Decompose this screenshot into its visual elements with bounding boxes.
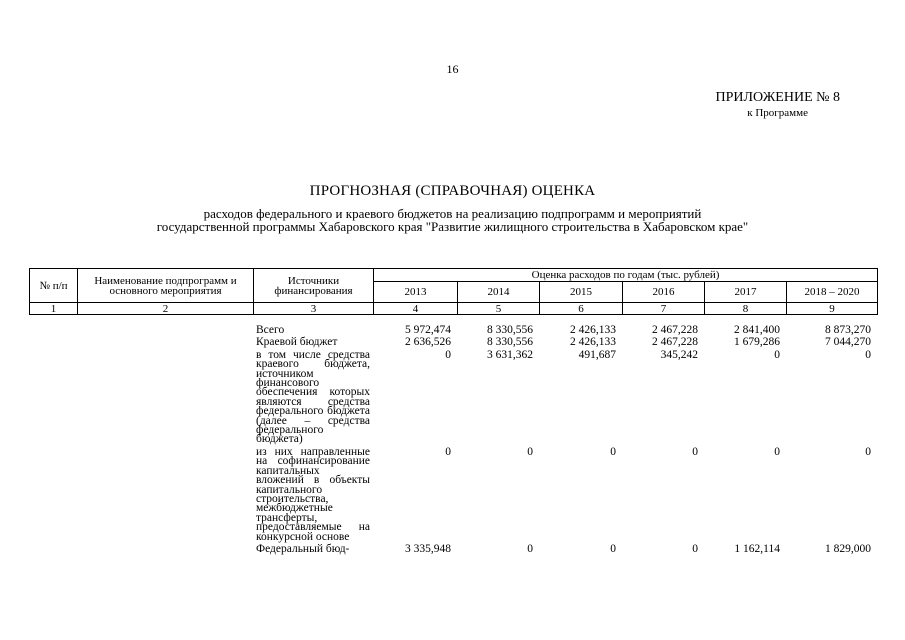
document-subtitle xyxy=(60,207,845,233)
table-body xyxy=(29,326,877,554)
source-label: Краевой бюджет xyxy=(256,336,338,349)
table-row xyxy=(29,545,877,554)
table-header xyxy=(29,268,878,315)
column-number: 3 xyxy=(254,303,374,315)
appendix-title: ПРИЛОЖЕНИЕ № 8 xyxy=(715,90,840,105)
table-row xyxy=(29,338,877,350)
appendix-subtitle: к Программе xyxy=(747,107,808,119)
header-year: 2018 – 2020 xyxy=(787,282,878,303)
value-cell: 0 xyxy=(527,445,533,458)
value-cell: 0 xyxy=(610,445,616,458)
value-cell: 491,687 xyxy=(578,348,616,361)
source-label: Федеральный бюд- xyxy=(256,542,350,555)
column-number: 8 xyxy=(705,303,787,315)
value-cell: 0 xyxy=(774,445,780,458)
value-cell: 0 xyxy=(610,542,616,555)
value-cell: 3 631,362 xyxy=(487,348,533,361)
source-label: из них направленные на софинансирование капитальных вложений в объекты капитального строительства, межбюджетные трансферты, предоставляемые на конкурсной основе xyxy=(256,445,370,543)
page-number: 16 xyxy=(446,62,459,76)
value-cell: 0 xyxy=(865,348,871,361)
column-number: 1 xyxy=(30,303,78,315)
header-year: 2013 xyxy=(374,282,458,303)
column-number: 7 xyxy=(623,303,705,315)
value-cell: 1 162,114 xyxy=(734,542,780,555)
header-num: № п/п xyxy=(30,269,78,303)
value-cell: 7 044,270 xyxy=(825,336,871,349)
column-number: 4 xyxy=(374,303,458,315)
column-number: 9 xyxy=(787,303,878,315)
value-cell: 0 xyxy=(692,542,698,555)
table-row xyxy=(29,448,877,545)
value-cell: 3 335,948 xyxy=(405,542,451,555)
value-cell: 5 972,474 xyxy=(405,324,451,336)
value-cell: 2 841,400 xyxy=(734,324,780,336)
column-number: 6 xyxy=(540,303,623,315)
header-year: 2014 xyxy=(458,282,540,303)
value-cell: 0 xyxy=(445,348,451,361)
source-label: в том числе средства краевого бюджета, источником финансового обеспечения которых являются средства федерального бюджета (далее – средства федерального бюджета) xyxy=(256,348,370,446)
header-sources: Источники финансирования xyxy=(254,269,374,303)
document-title: ПРОГНОЗНАЯ (СПРАВОЧНАЯ) ОЦЕНКА xyxy=(309,183,596,199)
value-cell: 2 636,526 xyxy=(405,336,451,349)
subtitle-line-2: государственной программы Хабаровского края "Развитие жилищного строительства в Хабаровском крае" xyxy=(156,219,749,234)
subtitle-line-1: расходов федерального и краевого бюджетов на реализацию подпрограмм и мероприятий xyxy=(203,206,702,221)
value-cell: 2 426,133 xyxy=(570,336,616,349)
header-estimate: Оценка расходов по годам (тыс. рублей) xyxy=(374,269,878,282)
column-number: 5 xyxy=(458,303,540,315)
value-cell: 1 829,000 xyxy=(825,542,871,555)
value-cell: 0 xyxy=(527,542,533,555)
header-year: 2016 xyxy=(623,282,705,303)
value-cell: 1 679,286 xyxy=(734,336,780,349)
table-row xyxy=(29,351,877,448)
value-cell: 0 xyxy=(445,445,451,458)
value-cell: 2 426,133 xyxy=(570,324,616,336)
value-cell: 2 467,228 xyxy=(652,324,698,336)
value-cell: 8 330,556 xyxy=(487,336,533,349)
source-label: Всего xyxy=(256,324,285,336)
value-cell: 0 xyxy=(774,348,780,361)
value-cell: 345,242 xyxy=(660,348,698,361)
value-cell: 8 873,270 xyxy=(825,324,871,336)
column-number: 2 xyxy=(78,303,254,315)
value-cell: 0 xyxy=(692,445,698,458)
header-year: 2015 xyxy=(540,282,623,303)
header-year: 2017 xyxy=(705,282,787,303)
value-cell: 0 xyxy=(865,445,871,458)
header-name: Наименование подпрограмм и основного мероприятия xyxy=(78,269,254,303)
value-cell: 2 467,228 xyxy=(652,336,698,349)
value-cell: 8 330,556 xyxy=(487,324,533,336)
